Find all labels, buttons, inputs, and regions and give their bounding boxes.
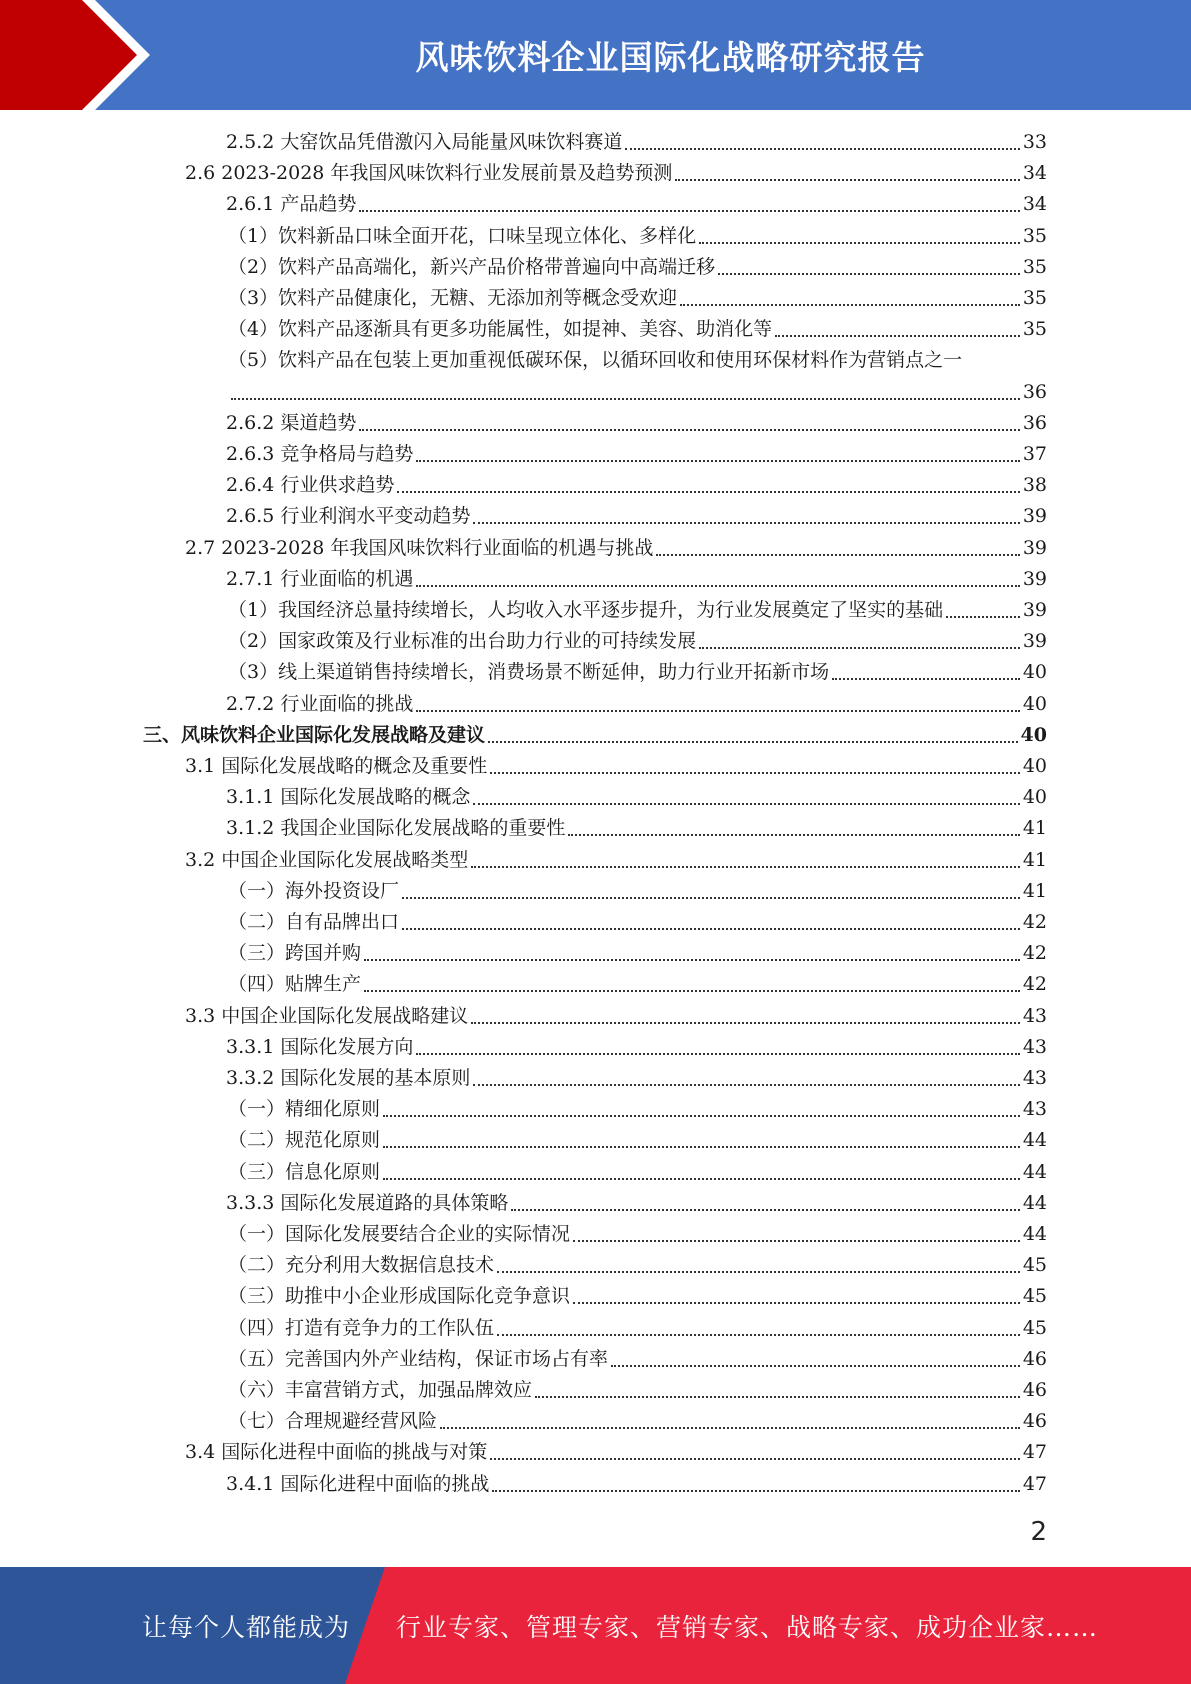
header-arrow-icon [0, 0, 160, 110]
toc-entry-label: 3.3 中国企业国际化发展战略建议 [185, 1004, 469, 1027]
toc-leader-dots [473, 803, 1019, 805]
toc-leader-dots [675, 179, 1019, 181]
toc-entry-page: 35 [1022, 287, 1047, 309]
toc-entry-page: 40 [1022, 692, 1047, 715]
toc-entry-page: 45 [1022, 1285, 1047, 1308]
toc-entry-page: 34 [1022, 193, 1047, 216]
toc-entry-page: 34 [1022, 162, 1047, 185]
toc-entry-label: （四）打造有竞争力的工作队伍 [228, 1316, 495, 1339]
toc-entry-label: 三、风味饮料企业国际化发展战略及建议 [143, 723, 486, 746]
toc-entry-label: 2.6.3 竞争格局与趋势 [226, 443, 414, 465]
toc-entry[interactable] [228, 595, 1047, 626]
toc-entry[interactable] [228, 1219, 1047, 1250]
toc-leader-dots [625, 148, 1019, 150]
toc-entry[interactable] [228, 1157, 1047, 1188]
toc-entry-page: 39 [1022, 567, 1047, 590]
toc-entry[interactable] [228, 657, 1047, 688]
toc-entry-label: 3.3.1 国际化发展方向 [226, 1035, 414, 1058]
toc-entry-page: 33 [1022, 131, 1047, 153]
toc-leader-dots [568, 834, 1019, 836]
toc-entry[interactable] [228, 1375, 1047, 1406]
toc-entry-label: 3.4 国际化进程中面临的挑战与对策 [185, 1441, 488, 1464]
toc-leader-dots [680, 304, 1020, 306]
toc-entry-page: 38 [1022, 474, 1047, 497]
page-header [0, 0, 1191, 110]
toc-leader-dots [492, 1490, 1019, 1492]
toc-leader-dots [511, 1209, 1019, 1211]
toc-entry[interactable] [185, 158, 1047, 189]
toc-entry[interactable] [228, 377, 1047, 408]
toc-entry[interactable] [226, 1032, 1047, 1063]
toc-leader-dots [490, 1458, 1020, 1460]
toc-leader-dots [359, 210, 1019, 212]
toc-leader-dots [535, 1396, 1020, 1398]
toc-entry-page: 39 [1022, 536, 1047, 559]
toc-leader-dots [699, 242, 1020, 244]
toc-entry-page: 35 [1022, 255, 1047, 278]
toc-entry-label: （七）合理规避经营风险 [228, 1410, 438, 1433]
toc-entry-label: （一）海外投资设厂 [228, 879, 400, 902]
toc-leader-dots [832, 678, 1020, 680]
toc-entry[interactable] [228, 938, 1047, 969]
toc-entry[interactable] [226, 408, 1047, 439]
toc-leader-dots [775, 335, 1020, 337]
toc-leader-dots [699, 647, 1020, 649]
toc-entry-page: 46 [1022, 1410, 1047, 1433]
toc-entry-page: 43 [1022, 1067, 1047, 1089]
toc-entry-label: （二）自有品牌出口 [228, 911, 400, 933]
toc-leader-dots [383, 1178, 1020, 1180]
toc-leader-dots [946, 616, 1020, 618]
toc-entry-label: 2.6.1 产品趋势 [226, 193, 357, 216]
toc-entry-label: 3.2 中国企业国际化发展战略类型 [185, 848, 469, 871]
toc-entry-page: 44 [1022, 1160, 1047, 1183]
footer-slogan-right: 行业专家、管理专家、营销专家、战略专家、成功企业家…… [396, 1612, 1099, 1642]
toc-entry[interactable] [226, 439, 1047, 470]
toc-entry[interactable] [226, 689, 1047, 720]
toc-entry[interactable] [228, 969, 1047, 1000]
toc-leader-dots [416, 710, 1019, 712]
toc-entry-label: （一）精细化原则 [228, 1098, 381, 1121]
page-footer [0, 1567, 1191, 1684]
toc-entry-page: 41 [1022, 848, 1047, 871]
report-title: 风味饮料企业国际化战略研究报告 [415, 37, 926, 77]
toc-entry[interactable] [185, 533, 1047, 564]
toc-leader-dots [440, 1427, 1020, 1429]
toc-entry-label: （三）信息化原则 [228, 1160, 381, 1183]
toc-entry-page: 40 [1022, 661, 1047, 684]
toc-entry-page: 39 [1022, 505, 1047, 528]
toc-entry[interactable] [226, 1469, 1047, 1500]
toc-entry-label: （1）我国经济总量持续增长，人均收入水平逐步提升，为行业发展奠定了坚实的基础 [228, 599, 944, 621]
toc-entry-label: 3.1.2 我国企业国际化发展战略的重要性 [226, 817, 566, 840]
toc-leader-dots [364, 990, 1020, 992]
toc-leader-dots [471, 866, 1020, 868]
toc-entry-label: （五）完善国内外产业结构，保证市场占有率 [228, 1347, 609, 1370]
toc-entry[interactable] [143, 720, 1047, 751]
toc-entry-page: 46 [1022, 1347, 1047, 1370]
toc-entry[interactable] [228, 283, 1047, 314]
toc-leader-dots [416, 585, 1019, 587]
toc-entry-label: （三）跨国并购 [228, 942, 362, 965]
toc-entry[interactable] [226, 1063, 1047, 1094]
toc-entry-label: 2.7.2 行业面临的挑战 [226, 692, 414, 715]
toc-entry-page: 43 [1022, 1004, 1047, 1027]
toc-entry-page: 46 [1022, 1379, 1047, 1401]
toc-entry[interactable] [228, 907, 1047, 938]
toc-entry[interactable] [228, 314, 1047, 345]
toc-entry-page: 47 [1022, 1441, 1047, 1464]
toc-entry-label: （二）规范化原则 [228, 1129, 381, 1152]
toc-entry[interactable] [228, 1125, 1047, 1156]
toc-entry-page: 45 [1022, 1316, 1047, 1339]
page-number: 2 [1030, 1517, 1047, 1547]
toc-entry-label: （四）贴牌生产 [228, 973, 362, 996]
toc-leader-dots [416, 460, 1019, 462]
toc-entry-label: 2.7.1 行业面临的机遇 [226, 567, 414, 590]
toc-entry-page: 37 [1022, 443, 1047, 465]
toc-entry-label: （4）饮料产品逐渐具有更多功能属性，如提神、美容、助消化等 [228, 318, 773, 341]
toc-entry[interactable] [228, 1344, 1047, 1375]
toc-entry[interactable] [228, 1313, 1047, 1344]
toc-leader-dots [488, 741, 1018, 743]
toc-entry-page: 41 [1022, 817, 1047, 840]
toc-entry-label: （六）丰富营销方式，加强品牌效应 [228, 1379, 533, 1401]
toc-entry-page: 42 [1022, 911, 1047, 933]
toc-entry-page: 35 [1022, 224, 1047, 247]
toc-entry-page: 36 [1022, 380, 1047, 403]
toc-entry[interactable] [228, 626, 1047, 657]
toc-entry-label: （2）国家政策及行业标准的出台助力行业的可持续发展 [228, 630, 697, 653]
toc-entry-label: 3.1 国际化发展战略的概念及重要性 [185, 755, 488, 777]
footer-slogan-left: 让每个人都能成为 [142, 1612, 351, 1642]
toc-entry[interactable] [226, 813, 1047, 844]
toc-leader-dots [402, 928, 1020, 930]
toc-entry[interactable] [185, 845, 1047, 876]
toc-entry[interactable] [185, 751, 1047, 782]
toc-leader-dots [402, 897, 1020, 899]
toc-entry-label: （1）饮料新品口味全面开花，口味呈现立体化、多样化 [228, 224, 697, 247]
toc-leader-dots [231, 398, 1020, 400]
toc-entry-page: 39 [1022, 599, 1047, 621]
toc-leader-dots [473, 522, 1019, 524]
toc-entry-label: 3.1.1 国际化发展战略的概念 [226, 786, 471, 809]
toc-entry[interactable] [228, 876, 1047, 907]
toc-leader-dots [397, 491, 1019, 493]
toc-leader-dots [383, 1115, 1020, 1117]
toc-entry-label: 2.7 2023-2028 年我国风味饮料行业面临的机遇与挑战 [185, 536, 654, 559]
toc-leader-dots [359, 429, 1019, 431]
toc-entry-page: 40 [1022, 755, 1047, 777]
toc-entry-label: 3.3.2 国际化发展的基本原则 [226, 1067, 471, 1089]
toc-entry-page: 39 [1022, 630, 1047, 653]
toc-leader-dots [718, 273, 1020, 275]
toc-leader-dots [416, 1053, 1019, 1055]
toc-leader-dots [473, 1084, 1019, 1086]
toc-leader-dots [490, 772, 1020, 774]
toc-entry[interactable] [226, 501, 1047, 532]
toc-leader-dots [656, 554, 1019, 556]
toc-entry-label: （5）饮料产品在包装上更加重视低碳环保，以循环回收和使用环保材料作为营销点之一 [228, 349, 963, 372]
toc-entry-page: 35 [1022, 318, 1047, 341]
toc-entry[interactable] [185, 1001, 1047, 1032]
toc-entry-page: 44 [1022, 1129, 1047, 1152]
toc-entry[interactable] [228, 1094, 1047, 1125]
toc-entry[interactable] [228, 221, 1047, 252]
toc-entry[interactable] [185, 1437, 1047, 1468]
toc-entry-label: 3.3.3 国际化发展道路的具体策略 [226, 1191, 509, 1214]
toc-entry[interactable] [228, 1281, 1047, 1312]
toc-leader-dots [611, 1365, 1020, 1367]
toc-entry-label: 3.4.1 国际化进程中面临的挑战 [226, 1472, 490, 1495]
toc-entry-page: 44 [1022, 1223, 1047, 1245]
toc-leader-dots [573, 1302, 1020, 1304]
toc-entry[interactable] [226, 782, 1047, 813]
toc-entry[interactable] [226, 564, 1047, 595]
toc-entry-label: （3）线上渠道销售持续增长，消费场景不断延伸，助力行业开拓新市场 [228, 661, 830, 684]
toc-entry[interactable] [226, 189, 1047, 220]
toc-entry-label: 2.6.5 行业利润水平变动趋势 [226, 505, 471, 528]
toc-leader-dots [383, 1146, 1020, 1148]
toc-entry-label: （二）充分利用大数据信息技术 [228, 1254, 495, 1277]
toc-entry-page: 44 [1022, 1191, 1047, 1214]
toc-leader-dots [471, 1022, 1020, 1024]
toc-entry[interactable] [228, 252, 1047, 283]
toc-entry-page: 41 [1022, 879, 1047, 902]
toc-entry-page: 36 [1022, 411, 1047, 434]
toc-leader-dots [573, 1240, 1020, 1242]
toc-entry-page: 43 [1022, 1035, 1047, 1058]
toc-entry[interactable] [226, 470, 1047, 501]
toc-leader-dots [364, 959, 1020, 961]
toc-entry-label: 2.5.2 大窑饮品凭借激闪入局能量风味饮料赛道 [226, 131, 623, 153]
toc-entry-label: 2.6 2023-2028 年我国风味饮料行业发展前景及趋势预测 [185, 162, 673, 185]
toc-entry-page: 40 [1022, 786, 1047, 809]
toc-entry-page: 47 [1022, 1472, 1047, 1495]
toc-entry[interactable] [226, 127, 1047, 158]
toc-leader-dots [497, 1271, 1020, 1273]
toc-entry-page: 40 [1020, 723, 1047, 746]
toc-entry-label: （三）助推中小企业形成国际化竞争意识 [228, 1285, 571, 1308]
toc-entry[interactable] [226, 1188, 1047, 1219]
toc-leader-dots [497, 1334, 1020, 1336]
toc-entry-label: 2.6.4 行业供求趋势 [226, 474, 395, 497]
toc-entry-page: 42 [1022, 973, 1047, 996]
toc-entry[interactable] [228, 1250, 1047, 1281]
toc-entry-page: 45 [1022, 1254, 1047, 1277]
toc-entry-label: 2.6.2 渠道趋势 [226, 411, 357, 434]
toc-entry-label: （一）国际化发展要结合企业的实际情况 [228, 1223, 571, 1245]
toc-entry-page: 43 [1022, 1098, 1047, 1121]
toc-entry-label: （3）饮料产品健康化，无糖、无添加剂等概念受欢迎 [228, 287, 678, 309]
toc-entry-page: 42 [1022, 942, 1047, 965]
toc-entry[interactable] [228, 1406, 1047, 1437]
toc-entry-label: （2）饮料产品高端化，新兴产品价格带普遍向中高端迁移 [228, 255, 716, 278]
